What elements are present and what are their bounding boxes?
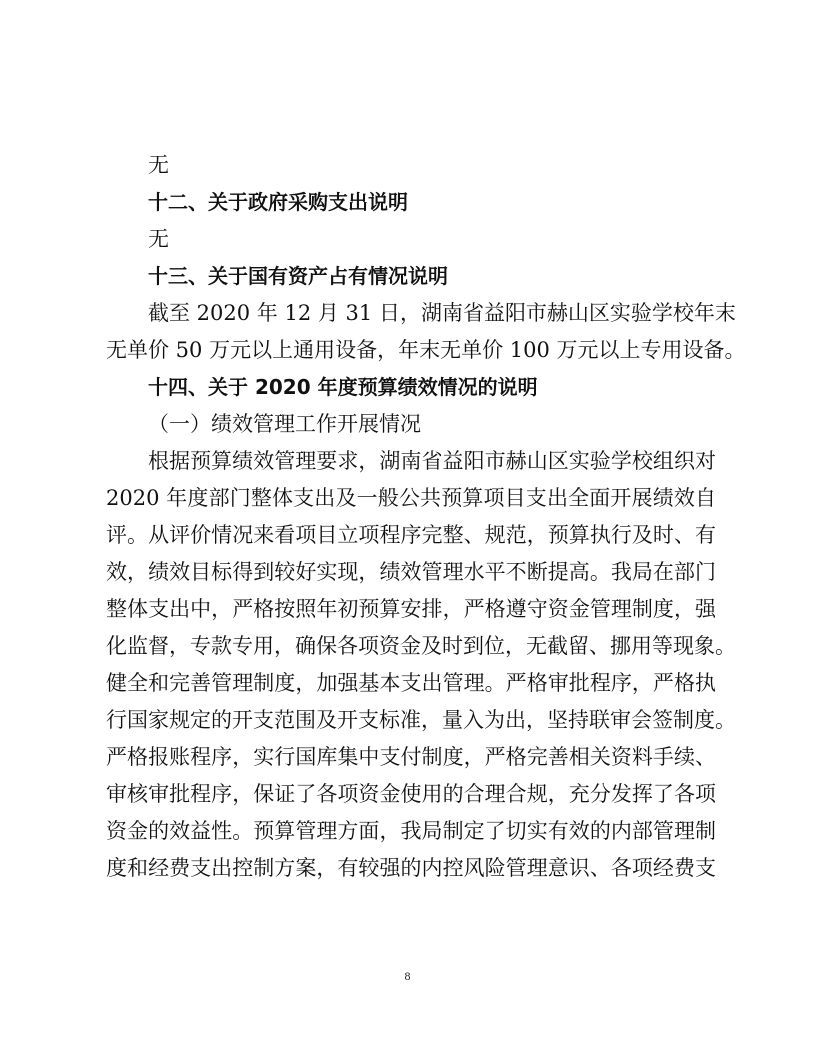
body-text-line: 化监督，专款专用，确保各项资金及时到位，无截留、挪用等现象。: [106, 634, 736, 658]
body-text-line: 整体支出中，严格按照年初预算安排，严格遵守资金管理制度，强: [106, 597, 716, 621]
subsection-heading: （一）绩效管理工作开展情况: [148, 412, 421, 436]
body-text-line: 无: [148, 153, 169, 177]
body-text-line: 无: [148, 227, 169, 251]
section-heading-14: 十四、关于 2020 年度预算绩效情况的说明: [148, 375, 538, 399]
body-text-line: 审核审批程序，保证了各项资金使用的合理合规，充分发挥了各项: [106, 782, 716, 806]
section-heading-12: 十二、关于政府采购支出说明: [148, 190, 408, 214]
body-text-line: 行国家规定的开支范围及开支标准，量入为出，坚持联审会签制度。: [106, 708, 736, 732]
body-text-line: 2020 年度部门整体支出及一般公共预算项目支出全面开展绩效自: [106, 486, 716, 510]
body-text-line: 健全和完善管理制度，加强基本支出管理。严格审批程序，严格执: [106, 671, 716, 695]
page-number: 8: [404, 969, 411, 983]
section-heading-13: 十三、关于国有资产占有情况说明: [148, 264, 448, 288]
body-text-line: 评。从评价情况来看项目立项程序完整、规范，预算执行及时、有: [106, 523, 716, 547]
body-text-line: 效，绩效目标得到较好实现，绩效管理水平不断提高。我局在部门: [106, 560, 716, 584]
body-text-line: 无单价 50 万元以上通用设备，年末无单价 100 万元以上专用设备。: [106, 338, 746, 362]
body-text-line: 资金的效益性。预算管理方面，我局制定了切实有效的内部管理制: [106, 819, 716, 843]
body-text-line: 度和经费支出控制方案，有较强的内控风险管理意识、各项经费支: [106, 856, 716, 880]
body-text-line: 根据预算绩效管理要求，湖南省益阳市赫山区实验学校组织对: [148, 449, 716, 473]
body-text-line: 严格报账程序，实行国库集中支付制度，严格完善相关资料手续、: [106, 745, 716, 769]
body-text-line: 截至 2020 年 12 月 31 日，湖南省益阳市赫山区实验学校年末: [148, 301, 736, 325]
